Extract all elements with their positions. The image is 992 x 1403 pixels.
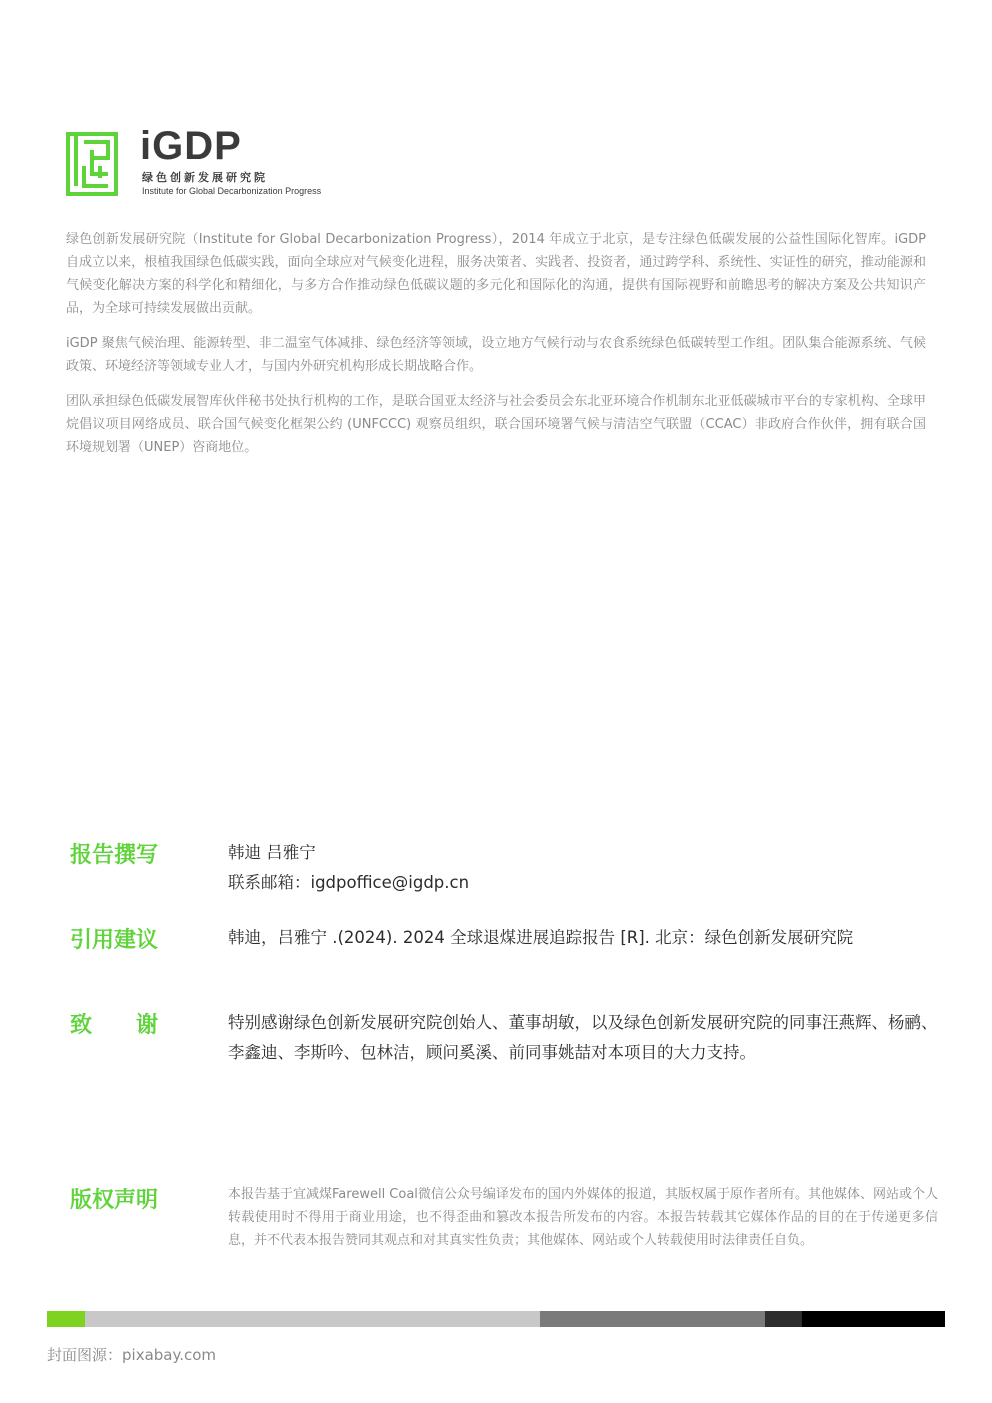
copyright-text: 本报告基于宜减煤Farewell Coal微信公众号编译发布的国内外媒体的报道，其版权属于原作者所有。其他媒体、网站或个人转载使用时不得用于商业用途，也不得歪曲和篡改本报告所发布的内容。本报告转载其它媒体作品的目的在于传递更多信息，并不代表本报告赞同其观点和对其真实性负责；其他媒体、网站或个人转载使用时法律责任自负。 [228,1187,938,1248]
intro-paragraph: iGDP 聚焦气候治理、能源转型、非二温室气体减排、绿色经济等领域，设立地方气候行动与农食系统绿色低碳转型工作组。团队集合能源系统、气候政策、环境经济等领域专业人才，与国内外研究机构形成长期战略合作。 [66,336,926,374]
logo-name-en: Institute for Global Decarbonization Progress [142,186,322,196]
thanks-text: 特别感谢绿色创新发展研究院创始人、董事胡敏，以及绿色创新发展研究院的同事汪燕辉、杨鹂、李鑫迪、李斯吟、包林洁，顾问奚溪、前同事姚喆对本项目的大力支持。 [228,1013,938,1062]
color-bar [47,1311,945,1327]
intro-paragraph: 团队承担绿色低碳发展智库伙伴秘书处执行机构的工作，是联合国亚太经济与社会委员会东北亚环境合作机制东北亚低碳城市平台的专家机构、全球甲烷倡议项目网络成员、联合国气候变化框架公约 (UNFCCC) 观察员组织，联合国环境署气候与清洁空气联盟（CCAC）非政府合作伙伴，拥有联合国环境规划署（UNEP）咨商地位。 [66,394,926,455]
logo-name-cn: 绿色创新发展研究院 [142,171,268,184]
author-names: 韩迪 吕雅宁 [228,843,316,862]
thanks-heading: 致 谢 [70,1013,159,1038]
bar-segment [85,1311,540,1327]
intro-text [66,228,926,471]
copyright-heading: 版权声明 [70,1188,159,1213]
igdp-logo-mark-icon [66,132,118,196]
bar-segment [802,1311,945,1327]
citation-text: 韩迪，吕雅宁 .(2024). 2024 全球退煤进展追踪报告 [R]. 北京：绿色创新发展研究院 [228,928,854,947]
cover-image-source: 封面图源：pixabay.com [47,1346,217,1364]
igdp-logo [66,124,326,202]
citation-heading: 引用建议 [70,928,159,953]
bar-segment [47,1311,85,1327]
logo-wordmark: iGDP [140,124,242,168]
authors-heading: 报告撰写 [70,843,159,868]
bar-segment [765,1311,802,1327]
contact-email: 联系邮箱：igdpoffice@igdp.cn [228,873,470,892]
bar-segment [540,1311,765,1327]
intro-paragraph: 绿色创新发展研究院（Institute for Global Decarbonization Progress），2014 年成立于北京，是专注绿色低碳发展的公益性国际化智库。iGDP 自成立以来，根植我国绿色低碳实践，面向全球应对气候变化进程，服务决策者、实践者、投资者，通过跨学科、系统性、实证性的研究，推动能源和气候变化解决方案的科学化和精细化，与多方合作推动绿色低碳议题的多元化和国际化的沟通，提供有国际视野和前瞻思考的解决方案及公共知识产品，为全球可持续发展做出贡献。 [66,232,926,316]
